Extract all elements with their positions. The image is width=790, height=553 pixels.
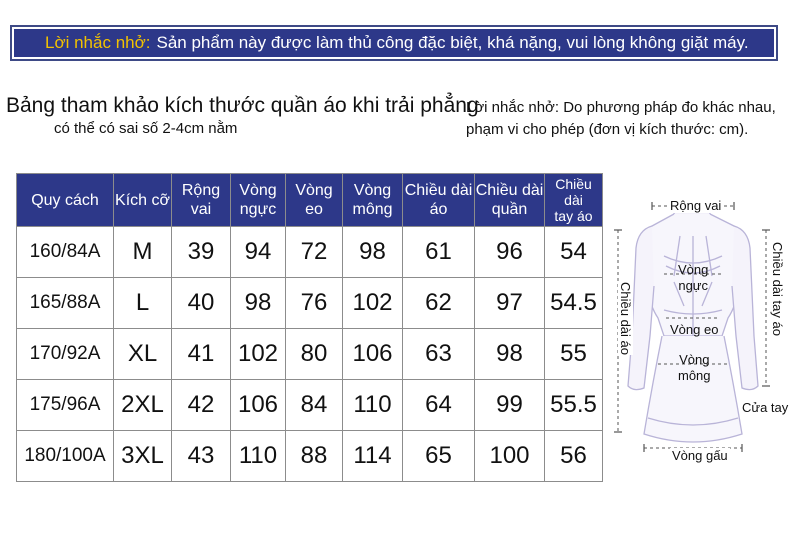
cell-sleeve-length: 56 bbox=[545, 431, 603, 482]
garment-diagram bbox=[604, 186, 790, 476]
table-row bbox=[17, 431, 603, 482]
header-hip-l1: Vòng bbox=[353, 182, 392, 199]
diagram-label-bust-l1: Vòng bbox=[678, 262, 709, 277]
reminder-banner bbox=[10, 25, 778, 61]
cell-shoulder: 40 bbox=[172, 278, 231, 329]
cell-bust: 98 bbox=[231, 278, 286, 329]
cell-top-length: 65 bbox=[403, 431, 475, 482]
header-sleeve-length-l1: Chiều dài bbox=[555, 176, 592, 208]
cell-size: 3XL bbox=[114, 431, 172, 482]
cell-size: XL bbox=[114, 329, 172, 380]
diagram-label-shoulder: Rộng vai bbox=[670, 198, 722, 213]
cell-size: M bbox=[114, 227, 172, 278]
header-shoulder-l2: vai bbox=[190, 201, 212, 218]
header-bust-l1: Vòng bbox=[239, 182, 277, 199]
table-header-row bbox=[17, 174, 603, 227]
diagram-label-hip bbox=[678, 352, 711, 384]
header-size: Kích cỡ bbox=[114, 174, 172, 227]
cell-bust: 110 bbox=[231, 431, 286, 482]
cell-bust: 106 bbox=[231, 380, 286, 431]
header-hip-l2: mông bbox=[352, 201, 393, 218]
cell-waist: 80 bbox=[286, 329, 343, 380]
cell-pants-length: 99 bbox=[475, 380, 545, 431]
cell-sleeve-length: 55.5 bbox=[545, 380, 603, 431]
diagram-label-sleeve-length: Chiều dài tay áo bbox=[770, 242, 785, 336]
header-pants-length-l2: quần bbox=[491, 201, 528, 218]
cell-waist: 88 bbox=[286, 431, 343, 482]
cell-spec: 165/88A bbox=[17, 278, 114, 329]
header-waist-l1: Vòng bbox=[295, 182, 333, 199]
note-line-2: phạm vi cho phép (đơn vị kích thước: cm). bbox=[466, 121, 749, 138]
diagram-label-hem: Vòng gấu bbox=[672, 448, 728, 463]
cell-shoulder: 42 bbox=[172, 380, 231, 431]
header-shoulder bbox=[172, 174, 231, 227]
diagram-label-hip-l2: mông bbox=[678, 368, 711, 383]
cell-shoulder: 39 bbox=[172, 227, 231, 278]
header-spec: Quy cách bbox=[17, 174, 114, 227]
diagram-label-bust-l2: ngực bbox=[678, 278, 709, 293]
cell-top-length: 64 bbox=[403, 380, 475, 431]
cell-hip: 98 bbox=[343, 227, 403, 278]
header-shoulder-l1: Rộng bbox=[181, 182, 221, 199]
header-waist bbox=[286, 174, 343, 227]
cell-spec: 170/92A bbox=[17, 329, 114, 380]
page-title: Bảng tham khảo kích thước quần áo khi trải phẳng bbox=[6, 94, 479, 117]
cell-top-length: 62 bbox=[403, 278, 475, 329]
cell-top-length: 63 bbox=[403, 329, 475, 380]
reminder-banner-inner bbox=[14, 29, 774, 57]
cell-spec: 175/96A bbox=[17, 380, 114, 431]
header-pants-length-l1: Chiều dài bbox=[475, 182, 544, 199]
diagram-label-top-length: Chiều dài áo bbox=[618, 282, 633, 355]
cell-pants-length: 96 bbox=[475, 227, 545, 278]
cell-hip: 102 bbox=[343, 278, 403, 329]
header-sleeve-length-l2: tay áo bbox=[554, 208, 593, 224]
header-pants-length bbox=[475, 174, 545, 227]
size-table bbox=[16, 173, 603, 482]
header-bust-l2: ngực bbox=[239, 201, 277, 218]
diagram-label-bust bbox=[678, 262, 708, 294]
cell-pants-length: 98 bbox=[475, 329, 545, 380]
cell-sleeve-length: 54 bbox=[545, 227, 603, 278]
table-row bbox=[17, 278, 603, 329]
diagram-label-cuff: Cửa tay bbox=[742, 400, 789, 415]
cell-spec: 180/100A bbox=[17, 431, 114, 482]
diagram-label-waist: Vòng eo bbox=[670, 322, 719, 337]
header-top-length-l1: Chiều dài bbox=[404, 182, 473, 199]
measurement-note bbox=[466, 97, 786, 141]
diagram-label-hip-l1: Vòng bbox=[679, 352, 710, 367]
cell-hip: 106 bbox=[343, 329, 403, 380]
cell-size: L bbox=[114, 278, 172, 329]
cell-waist: 72 bbox=[286, 227, 343, 278]
cell-pants-length: 97 bbox=[475, 278, 545, 329]
header-waist-l2: eo bbox=[305, 201, 323, 218]
banner-prefix: Lời nhắc nhở: bbox=[45, 33, 151, 52]
cell-hip: 114 bbox=[343, 431, 403, 482]
cell-shoulder: 41 bbox=[172, 329, 231, 380]
cell-hip: 110 bbox=[343, 380, 403, 431]
header-top-length-l2: áo bbox=[429, 201, 448, 218]
cell-shoulder: 43 bbox=[172, 431, 231, 482]
page-subtitle: có thể có sai số 2-4cm nằm bbox=[54, 120, 238, 137]
cell-waist: 84 bbox=[286, 380, 343, 431]
note-line-1: Lời nhắc nhở: Do phương pháp đo khác nhau, bbox=[466, 99, 776, 116]
cell-top-length: 61 bbox=[403, 227, 475, 278]
cell-bust: 94 bbox=[231, 227, 286, 278]
cell-spec: 160/84A bbox=[17, 227, 114, 278]
cell-bust: 102 bbox=[231, 329, 286, 380]
table-row bbox=[17, 380, 603, 431]
header-top-length bbox=[403, 174, 475, 227]
table-row bbox=[17, 329, 603, 380]
cell-pants-length: 100 bbox=[475, 431, 545, 482]
cell-size: 2XL bbox=[114, 380, 172, 431]
header-hip bbox=[343, 174, 403, 227]
cell-sleeve-length: 55 bbox=[545, 329, 603, 380]
cell-sleeve-length: 54.5 bbox=[545, 278, 603, 329]
cell-waist: 76 bbox=[286, 278, 343, 329]
header-bust bbox=[231, 174, 286, 227]
banner-text: Sản phẩm này được làm thủ công đặc biệt, khá nặng, vui lòng không giặt máy. bbox=[156, 33, 749, 52]
header-sleeve-length bbox=[545, 174, 603, 227]
table-row bbox=[17, 227, 603, 278]
